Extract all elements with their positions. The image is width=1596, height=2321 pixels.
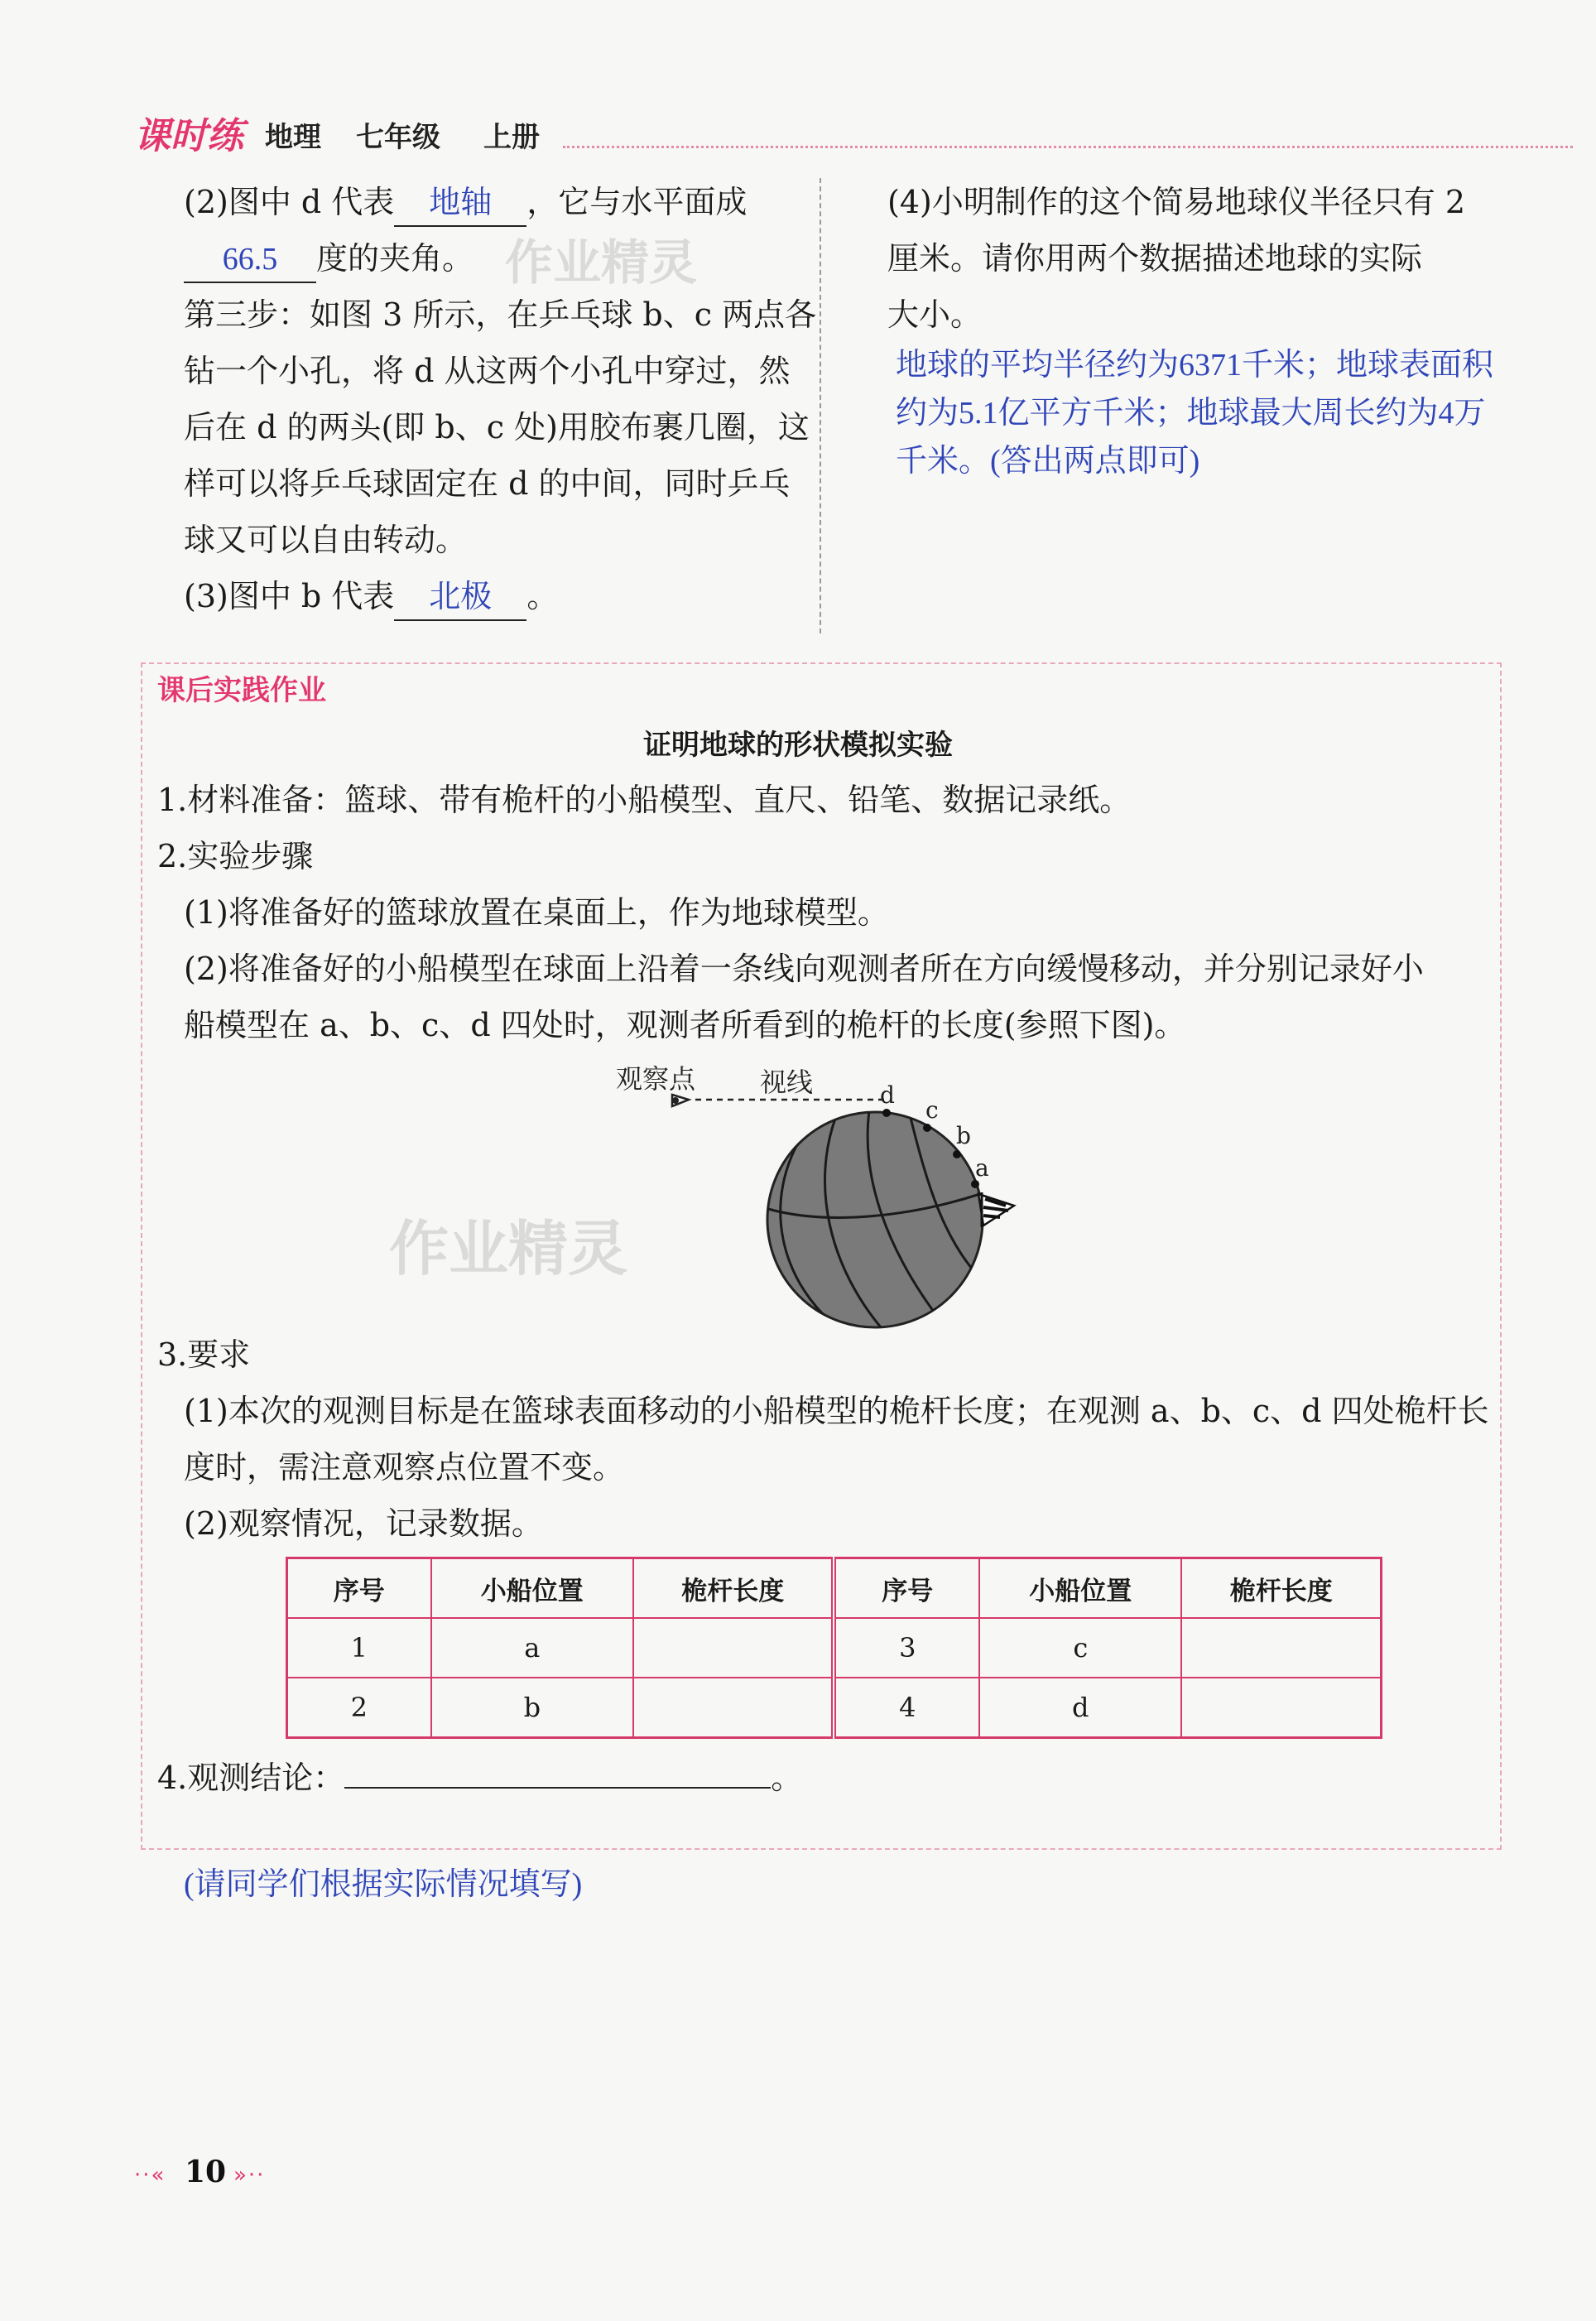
- q3-answer: 北极: [394, 576, 526, 621]
- observer-eye-icon: [672, 1095, 689, 1106]
- th-index-1: 序号: [287, 1558, 431, 1619]
- basketball: [767, 1112, 983, 1327]
- q2-prefix: (2)图中 d 代表: [184, 184, 395, 220]
- watermark-top: 作业精灵: [505, 234, 698, 291]
- item3-heading: 3.要求: [157, 1336, 251, 1373]
- item4-suffix: 。: [771, 1760, 803, 1796]
- q2-line1: [184, 174, 747, 230]
- q2-suffix: 度的夹角。: [316, 240, 474, 277]
- item3-req2: (2)观察情况，记录数据。: [184, 1505, 543, 1542]
- cell-ship-pos: c: [979, 1618, 1181, 1678]
- item3-req1-line2: 度时，需注意观察点位置不变。: [184, 1449, 625, 1486]
- th-mast-len-1: 桅杆长度: [633, 1558, 834, 1619]
- q2-answer-angle: 66.5: [184, 238, 316, 283]
- cell-index: 3: [834, 1618, 979, 1678]
- item3-req1-line1: (1)本次的观测目标是在篮球表面移动的小船模型的桅杆长度；在观测 a、b、c、d 四处桅杆长: [184, 1393, 1489, 1429]
- table-header-row: [287, 1558, 1382, 1619]
- q4-line-2: 厘米。请你用两个数据描述地球的实际: [887, 240, 1423, 277]
- step3-line-3: 后在 d 的两头(即 b、c 处)用胶布裹几圈，这: [184, 409, 810, 445]
- record-table: [286, 1557, 1382, 1739]
- point-d: [882, 1109, 891, 1117]
- ship-mast-icon: [978, 1192, 1014, 1227]
- point-b: [953, 1150, 961, 1158]
- table-row: [287, 1678, 1382, 1738]
- label-a: a: [975, 1154, 989, 1182]
- sightline-label: 视线: [760, 1067, 814, 1098]
- item2-step1: (1)将准备好的篮球放置在桌面上，作为地球模型。: [184, 894, 889, 931]
- cell-mast-len[interactable]: [633, 1678, 834, 1738]
- item2-step2-line1: (2)将准备好的小船模型在球面上沿着一条线向观测者所在方向缓慢移动，并分别记录好小: [184, 951, 1424, 987]
- header-subject: 地理: [265, 121, 321, 154]
- step3-line-4: 样可以将乒乓球固定在 d 的中间，同时乒乓: [184, 465, 791, 502]
- q4-line-1: (4)小明制作的这个简易地球仪半径只有 2: [887, 184, 1466, 220]
- q4-line-3: 大小。: [887, 296, 983, 333]
- table-row: [287, 1618, 1382, 1678]
- label-d: d: [880, 1081, 895, 1109]
- q2-line2: [184, 230, 474, 287]
- step3-line-1: 第三步：如图 3 所示，在乒乓球 b、c 两点各: [184, 296, 817, 333]
- cell-mast-len[interactable]: [633, 1618, 834, 1678]
- cell-index: 4: [834, 1678, 979, 1738]
- conclusion-blank[interactable]: [344, 1744, 771, 1789]
- series-logo: 课时练: [134, 115, 243, 157]
- observer-label: 观察点: [616, 1063, 696, 1095]
- q2-mid: ，它与水平面成: [526, 184, 748, 220]
- cell-mast-len[interactable]: [1181, 1618, 1381, 1678]
- q3-suffix: 。: [526, 578, 559, 614]
- item4-prefix: 4.观测结论：: [157, 1760, 345, 1796]
- page-number-ornament-right: »··: [233, 2163, 266, 2188]
- q3-line: [184, 568, 558, 624]
- column-divider: [820, 178, 821, 633]
- header-rule: [563, 146, 1573, 148]
- cell-index: 2: [287, 1678, 431, 1738]
- header-grade: 七年级: [356, 121, 440, 154]
- th-index-2: 序号: [834, 1558, 979, 1619]
- watermark-middle: 作业精灵: [389, 1214, 628, 1283]
- th-ship-pos-2: 小船位置: [979, 1558, 1181, 1619]
- th-ship-pos-1: 小船位置: [431, 1558, 633, 1619]
- cell-ship-pos: a: [431, 1618, 633, 1678]
- cell-mast-len[interactable]: [1181, 1678, 1381, 1738]
- cell-ship-pos: d: [979, 1678, 1181, 1738]
- q4-answer-line-2: 约为5.1亿平方千米；地球最大周长约为4万: [896, 396, 1486, 431]
- experiment-title: 证明地球的形状模拟实验: [643, 729, 953, 762]
- cell-index: 1: [287, 1618, 431, 1678]
- label-c: c: [925, 1096, 939, 1124]
- label-b: b: [956, 1122, 971, 1149]
- item2-step2-line2: 船模型在 a、b、c、d 四处时，观测者所看到的桅杆的长度(参照下图)。: [184, 1007, 1186, 1043]
- header-volume: 上册: [483, 121, 540, 154]
- step3-line-2: 钻一个小孔，将 d 从这两个小孔中穿过，然: [184, 353, 791, 389]
- item4-conclusion: [157, 1744, 802, 1806]
- teacher-note: (请同学们根据实际情况填写): [184, 1867, 583, 1902]
- q4-answer-line-3: 千米。(答出两点即可): [896, 444, 1200, 479]
- q4-answer-line-1: 地球的平均半径约为6371千米；地球表面积: [896, 348, 1494, 383]
- item1-materials: 1.材料准备：篮球、带有桅杆的小船模型、直尺、铅笔、数据记录纸。: [157, 782, 1132, 818]
- section-label: 课后实践作业: [157, 674, 326, 707]
- q3-prefix: (3)图中 b 代表: [184, 578, 395, 614]
- point-c: [923, 1124, 931, 1132]
- th-mast-len-2: 桅杆长度: [1181, 1558, 1381, 1619]
- basketball-figure: [596, 1052, 1060, 1333]
- item2-heading: 2.实验步骤: [157, 838, 314, 874]
- cell-ship-pos: b: [431, 1678, 633, 1738]
- q2-answer-axis: 地轴: [394, 182, 526, 227]
- page-number: 10: [184, 2155, 227, 2189]
- page-number-ornament-left: ··«: [134, 2163, 166, 2188]
- step3-line-5: 球又可以自由转动。: [184, 522, 468, 558]
